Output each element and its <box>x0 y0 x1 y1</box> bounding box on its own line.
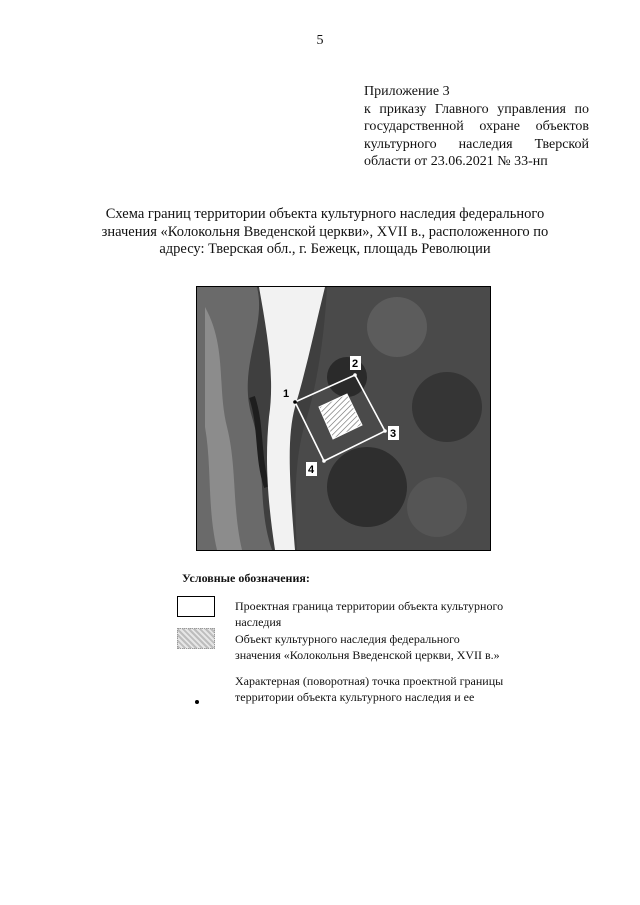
appendix-line: области от 23.06.2021 № 33-нп <box>364 154 548 169</box>
appendix-line: государственной охране объектов <box>364 119 589 134</box>
appendix-line: культурного наследия Тверской <box>364 136 589 152</box>
point-label-4: 4 <box>308 464 315 476</box>
document-heading <box>60 206 590 259</box>
heading-line: значения «Колокольня Введенской церкви», XVII в., расположенного по <box>101 223 549 240</box>
legend-text: Характерная (поворотная) точка проектной границы территории объекта культурного наследия и ее <box>235 674 504 704</box>
heading-line: Схема границ территории объекта культурного наследия федерального <box>105 206 545 222</box>
appendix-block <box>364 83 589 171</box>
appendix-title: Приложение 3 <box>364 84 450 99</box>
legend-text: Объект культурного наследия федерального значения «Колокольня Введенской церкви, XVII в.» <box>235 632 500 662</box>
dot-icon <box>195 700 199 704</box>
point-label-2: 2 <box>352 358 359 370</box>
legend-text: Проектная граница территории объекта культурного наследия <box>235 599 504 629</box>
corner-point-1 <box>293 400 297 404</box>
aerial-photo <box>197 287 490 550</box>
point-label-1: 1 <box>283 388 290 400</box>
corner-point-2 <box>353 373 357 377</box>
point-label-3: 3 <box>390 428 397 440</box>
legend-title: Условные обозначения: <box>182 571 310 585</box>
boundary-map <box>196 286 491 551</box>
appendix-line: к приказу Главного управления по <box>364 101 589 117</box>
boundary-swatch-icon <box>177 596 215 617</box>
corner-point-4 <box>322 459 326 463</box>
hatched-swatch-icon <box>177 628 215 649</box>
corner-point-3 <box>383 429 387 433</box>
page-number: 5 <box>316 33 324 48</box>
heading-line: адресу: Тверская обл., г. Бежецк, площадь Революции <box>159 241 491 257</box>
